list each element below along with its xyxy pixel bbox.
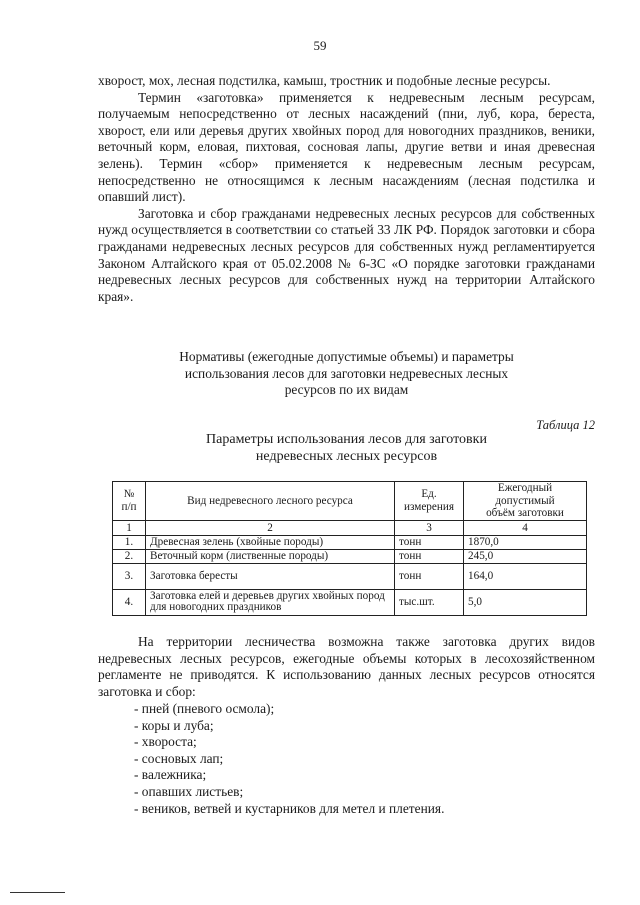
- section-heading-line: ресурсов по их видам: [284, 382, 409, 398]
- column-number: 2: [146, 520, 395, 535]
- page-number: 59: [313, 38, 327, 53]
- header-unit: [395, 482, 464, 521]
- list-item: - пней (пневого осмола);: [134, 701, 275, 716]
- list-item: - хвороста;: [134, 734, 197, 750]
- row-resource-type: Древесная зелень (хвойные породы): [146, 535, 395, 549]
- header-text: №: [123, 488, 135, 501]
- row-number: 2.: [113, 549, 146, 563]
- row-volume: 5,0: [464, 589, 587, 615]
- table-row: [113, 563, 587, 589]
- closing-text: [98, 634, 595, 700]
- row-unit: тыс.шт.: [395, 589, 464, 615]
- table-row: [113, 549, 587, 563]
- row-volume: 164,0: [464, 563, 587, 589]
- table-title-line: Параметры использования лесов для заготовки: [206, 432, 487, 447]
- table-row: [113, 589, 587, 615]
- row-volume: 245,0: [464, 549, 587, 563]
- table-title-line: недревесных лесных ресурсов: [255, 448, 438, 464]
- list-item: - опавших листьев;: [134, 783, 244, 799]
- resource-list: [134, 701, 444, 817]
- header-text: Ед.: [421, 488, 437, 501]
- paragraph-continuation: хворост, мох, лесная подстилка, камыш, тростник и подобные лесные ресурсы.: [98, 73, 551, 88]
- paragraph-other-resources: На территории лесничества возможна также заготовка других видов недревесных лесных ресурсов, ежегодные объемы которых в лесохозяйственном регламенте не приводятся. К использованию данных лесных ресурсов относятся заготовка и сбор:: [98, 634, 595, 699]
- table-label: Таблица 12: [536, 418, 595, 432]
- header-resource-type: Вид недревесного лесного ресурса: [146, 482, 395, 521]
- table-title: [98, 432, 595, 465]
- list-item: - веников, ветвей и кустарников для метел и плетения.: [134, 800, 445, 816]
- row-unit: тонн: [395, 549, 464, 563]
- row-number: 3.: [113, 563, 146, 589]
- list-item: - коры и луба;: [134, 717, 214, 733]
- row-unit: тонн: [395, 535, 464, 549]
- row-resource-type: Заготовка бересты: [146, 563, 395, 589]
- column-number: 3: [395, 520, 464, 535]
- paragraph-zagotovka-term: Термин «заготовка» применяется к недревесным лесным ресурсам, получаемым непосредственно от лесных насаждений (пни, луб, кора, береста, хворост, ели или деревья других хвойных пород для новогодних праздников, веники, веточный корм, еловая, пихтовая, сосновая лапы, другие ветви и иная древесная зелень). Термин «сбор» применяется к недревесным лесным ресурсам, непосредственно не относящимся к лесным насаждениям (лесная подстилка и опавший лист).: [98, 89, 595, 205]
- header-text: п/п: [121, 500, 137, 513]
- row-unit: тонн: [395, 563, 464, 589]
- table-row: [113, 535, 587, 549]
- section-heading: [98, 349, 595, 399]
- header-number: [113, 482, 146, 521]
- column-number: 1: [113, 520, 146, 535]
- row-number: 1.: [113, 535, 146, 549]
- header-text: допустимый: [495, 494, 555, 507]
- row-number: 4.: [113, 589, 146, 615]
- column-number: 4: [464, 520, 587, 535]
- list-item: - сосновых лап;: [134, 750, 224, 766]
- parameters-table: [112, 481, 587, 616]
- section-heading-line: Нормативы (ежегодные допустимые объемы) и параметры: [179, 349, 514, 364]
- row-resource-type: Веточный корм (лиственные породы): [146, 549, 395, 563]
- column-number-row: [113, 520, 587, 535]
- row-resource-type: Заготовка елей и деревьев других хвойных пород для новогодних праздников: [146, 589, 395, 615]
- paragraph-legal-basis: Заготовка и сбор гражданами недревесных лесных ресурсов для собственных нужд осуществляется в соответствии со статьей 33 ЛК РФ. Порядок заготовки и сбора гражданами недревесных лесных ресурсов для собственных нужд регламентируется Законом Алтайского края от 05.02.2008 № 6-ЗС «О порядке заготовки гражданами недревесных лесных ресурсов для собственных нужд на территории Алтайского края».: [98, 205, 595, 304]
- header-text: объём заготовки: [486, 507, 564, 519]
- section-heading-line: использования лесов для заготовки недревесных лесных: [184, 365, 509, 381]
- intro-text: [98, 73, 595, 305]
- row-volume: 1870,0: [464, 535, 587, 549]
- header-text: Ежегодный: [497, 482, 553, 494]
- list-item: - валежника;: [134, 767, 207, 783]
- header-text: измерения: [404, 500, 454, 513]
- table-header-row: [113, 482, 587, 521]
- footnote-divider: [10, 892, 65, 893]
- header-annual-volume: [464, 482, 587, 521]
